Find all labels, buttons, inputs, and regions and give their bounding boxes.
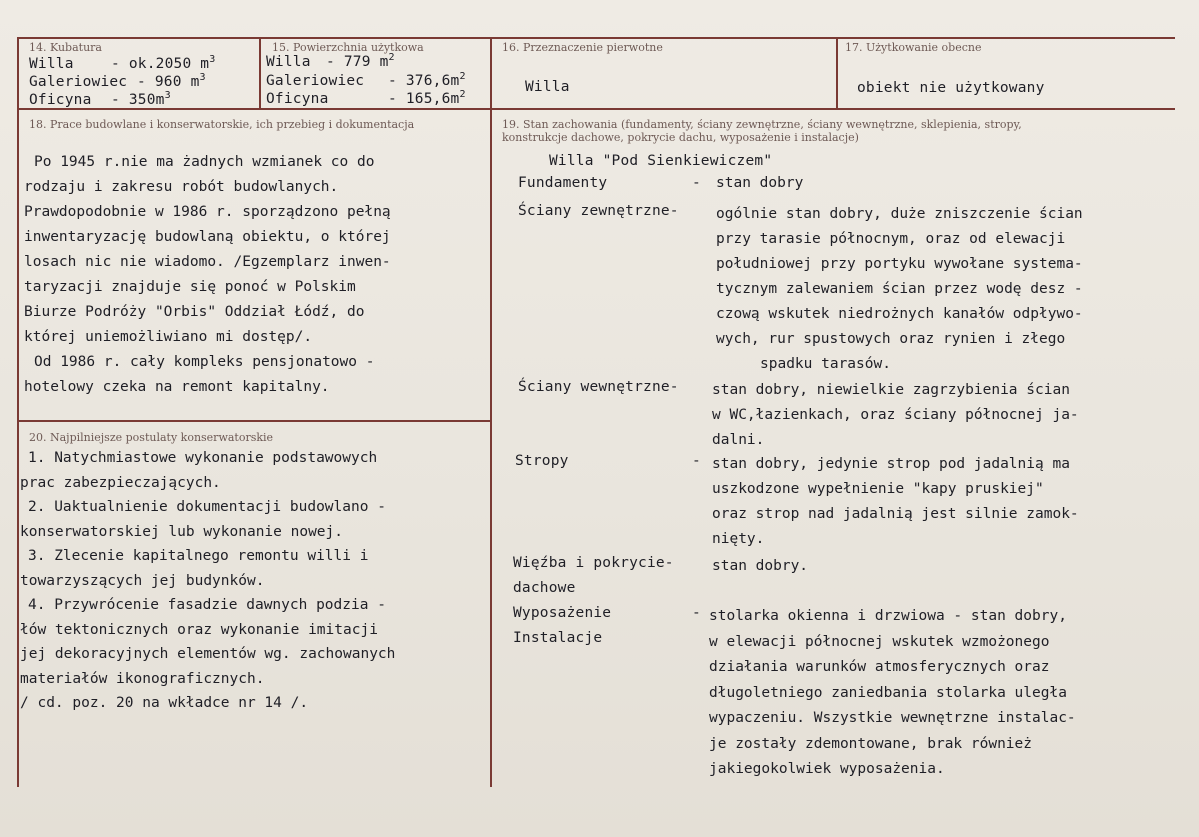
przeznaczenie-header: 16. Przeznaczenie pierwotne bbox=[502, 41, 663, 54]
stan-line: stan dobry, jedynie strop pod jadalnią ma bbox=[712, 456, 1070, 472]
stan-line: w elewacji północnej wskutek wzmożonego bbox=[709, 633, 1050, 650]
kubatura-label: Willa bbox=[29, 55, 74, 72]
kubatura-value: - 960 m bbox=[137, 73, 200, 90]
stan-label-instalacje: Instalacje bbox=[513, 630, 603, 646]
prace-line: której uniemożliwiano mi dostęp/. bbox=[24, 329, 313, 345]
postulaty-line: 2. Uaktualnienie dokumentacji budowlano - bbox=[28, 499, 386, 515]
stan-dash: - bbox=[692, 605, 701, 621]
stan-line: czową wskutek niedrożnych kanałów odpływo- bbox=[716, 306, 1083, 322]
prace-line: hotelowy czeka na remont kapitalny. bbox=[24, 379, 330, 395]
powierzchnia-unit: 2 bbox=[459, 89, 466, 100]
stan-label-sciany-zewnetrzne: Ściany zewnętrzne- bbox=[518, 203, 679, 219]
stan-header-line: 19. Stan zachowania (fundamenty, ściany zewnętrzne, ściany wewnętrzne, sklepienia, stropy, bbox=[502, 118, 1022, 131]
postulaty-line: 3. Zlecenie kapitalnego remontu willi i bbox=[28, 548, 369, 564]
stan-value-sciany-zewnetrzne bbox=[716, 202, 1083, 377]
kubatura-value: - 350m bbox=[111, 91, 165, 108]
stan-line: działania warunków atmosferycznych oraz bbox=[709, 659, 1050, 675]
uzytkowanie-header: 17. Użytkowanie obecne bbox=[845, 41, 982, 54]
stan-line: południowej przy portyku wywołane systema- bbox=[716, 256, 1083, 272]
powierzchnia-header: 15. Powierzchnia użytkowa bbox=[272, 41, 424, 54]
stan-title: Willa "Pod Sienkiewiczem" bbox=[549, 153, 773, 169]
stan-line: stan dobry bbox=[716, 175, 804, 191]
prace-line: Po 1945 r.nie ma żadnych wzmianek co do bbox=[34, 154, 375, 170]
stan-label-sciany-wewnetrzne: Ściany wewnętrzne- bbox=[518, 379, 679, 395]
prace-line: Biurze Podróży "Orbis" Oddział Łódź, do bbox=[24, 304, 365, 320]
postulaty-line: towarzyszących jej budynków. bbox=[20, 572, 265, 589]
stan-value-wyposazenie bbox=[709, 604, 1076, 783]
stan-label-wiezba: Więźba i pokrycie- bbox=[513, 555, 674, 571]
stan-line: je zostały zdemontowane, brak również bbox=[709, 735, 1033, 752]
prace-line: losach nic nie wiadomo. /Egzemplarz inwen- bbox=[24, 254, 391, 270]
stan-line: spadku tarasów. bbox=[760, 356, 891, 372]
stan-line: stan dobry, niewielkie zagrzybienia ścian bbox=[712, 382, 1070, 398]
postulaty-line: / cd. poz. 20 na wkładce nr 14 /. bbox=[20, 695, 309, 711]
stan-line: jakiegokolwiek wyposażenia. bbox=[709, 761, 945, 777]
postulaty-line: jej dekoracyjnych elementów wg. zachowanych bbox=[20, 646, 396, 662]
kubatura-label: Galeriowiec bbox=[29, 73, 128, 90]
stan-value-stropy bbox=[712, 452, 1079, 552]
stan-line: dalni. bbox=[712, 432, 765, 448]
stan-line: w WC,łazienkach, oraz ściany północnej ja- bbox=[712, 407, 1079, 423]
prace-header: 18. Prace budowlane i konserwatorskie, ich przebieg i dokumentacja bbox=[29, 118, 415, 131]
powierzchnia-value: - 165,6m bbox=[388, 90, 460, 107]
stan-line: wypaczeniu. Wszystkie wewnętrzne instalac- bbox=[709, 710, 1076, 726]
stan-label-wiezba-2: dachowe bbox=[513, 580, 576, 596]
stan-value-fundamenty bbox=[716, 174, 803, 192]
postulaty-line: materiałów ikonograficznych. bbox=[20, 670, 265, 687]
stan-line: oraz strop nad jadalnią jest silnie zamok- bbox=[712, 506, 1079, 522]
powierzchnia-unit: 2 bbox=[459, 71, 466, 82]
stan-line: uszkodzone wypełnienie "kapy pruskiej" bbox=[712, 481, 1044, 497]
powierzchnia-label: Willa bbox=[266, 53, 311, 70]
stan-line: tycznym zalewaniem ścian przez wodę desz - bbox=[716, 281, 1083, 297]
kubatura-value: - ok.2050 m bbox=[111, 55, 210, 72]
powierzchnia-value: - 376,6m bbox=[388, 72, 460, 89]
prace-line: taryzacji znajduje się ponoć w Polskim bbox=[24, 279, 356, 295]
stan-value-sciany-wewnetrzne bbox=[712, 378, 1079, 453]
prace-line: Od 1986 r. cały kompleks pensjonatowo - bbox=[34, 354, 375, 370]
stan-line: długoletniego zaniedbania stolarka uległa bbox=[709, 684, 1067, 701]
kubatura-unit: 3 bbox=[164, 90, 171, 101]
kubatura-unit: 3 bbox=[209, 54, 216, 65]
powierzchnia-label: Galeriowiec bbox=[266, 72, 365, 89]
kubatura-label: Oficyna bbox=[29, 91, 92, 108]
stan-line: stolarka okienna i drzwiowa - stan dobry, bbox=[709, 608, 1067, 624]
stan-label-fundamenty: Fundamenty bbox=[518, 175, 608, 191]
stan-line: stan dobry. bbox=[712, 558, 809, 574]
stan-dash: - bbox=[692, 175, 701, 191]
powierzchnia-value: - 779 m bbox=[326, 53, 389, 70]
stan-line: wych, rur spustowych oraz rynien i złego bbox=[716, 331, 1066, 347]
uzytkowanie-value: obiekt nie użytkowany bbox=[857, 80, 1045, 96]
prace-line: rodzaju i zakresu robót budowlanych. bbox=[24, 179, 339, 195]
stan-dash: - bbox=[692, 453, 701, 469]
postulaty-line: prac zabezpieczających. bbox=[20, 474, 221, 491]
kubatura-header: 14. Kubatura bbox=[29, 41, 102, 54]
stan-label-wyposazenie: Wyposażenie bbox=[513, 605, 612, 621]
stan-line: nięty. bbox=[712, 531, 765, 547]
kubatura-unit: 3 bbox=[199, 72, 206, 83]
postulaty-line: 4. Przywrócenie fasadzie dawnych podzia - bbox=[28, 597, 386, 613]
stan-label-stropy: Stropy bbox=[515, 453, 569, 469]
stan-value-wiezba bbox=[712, 554, 808, 579]
przeznaczenie-value: Willa bbox=[525, 79, 570, 95]
postulaty-line: konserwatorskiej lub wykonanie nowej. bbox=[20, 523, 344, 540]
powierzchnia-label: Oficyna bbox=[266, 90, 329, 107]
postulaty-line: 1. Natychmiastowe wykonanie podstawowych bbox=[28, 450, 378, 466]
prace-line: Prawdopodobnie w 1986 r. sporządzono pełną bbox=[24, 204, 391, 220]
powierzchnia-unit: 2 bbox=[388, 52, 395, 63]
postulaty-header: 20. Najpilniejsze postulaty konserwatorskie bbox=[29, 431, 274, 444]
stan-line: ogólnie stan dobry, duże zniszczenie ścian bbox=[716, 206, 1083, 222]
prace-line: inwentaryzację budowlaną obiektu, o której bbox=[24, 229, 391, 245]
postulaty-line: łów tektonicznych oraz wykonanie imitacji bbox=[20, 621, 378, 638]
stan-header-line: konstrukcje dachowe, pokrycie dachu, wyposażenie i instalacje) bbox=[502, 131, 859, 144]
stan-line: przy tarasie północnym, oraz od elewacji bbox=[716, 231, 1066, 247]
